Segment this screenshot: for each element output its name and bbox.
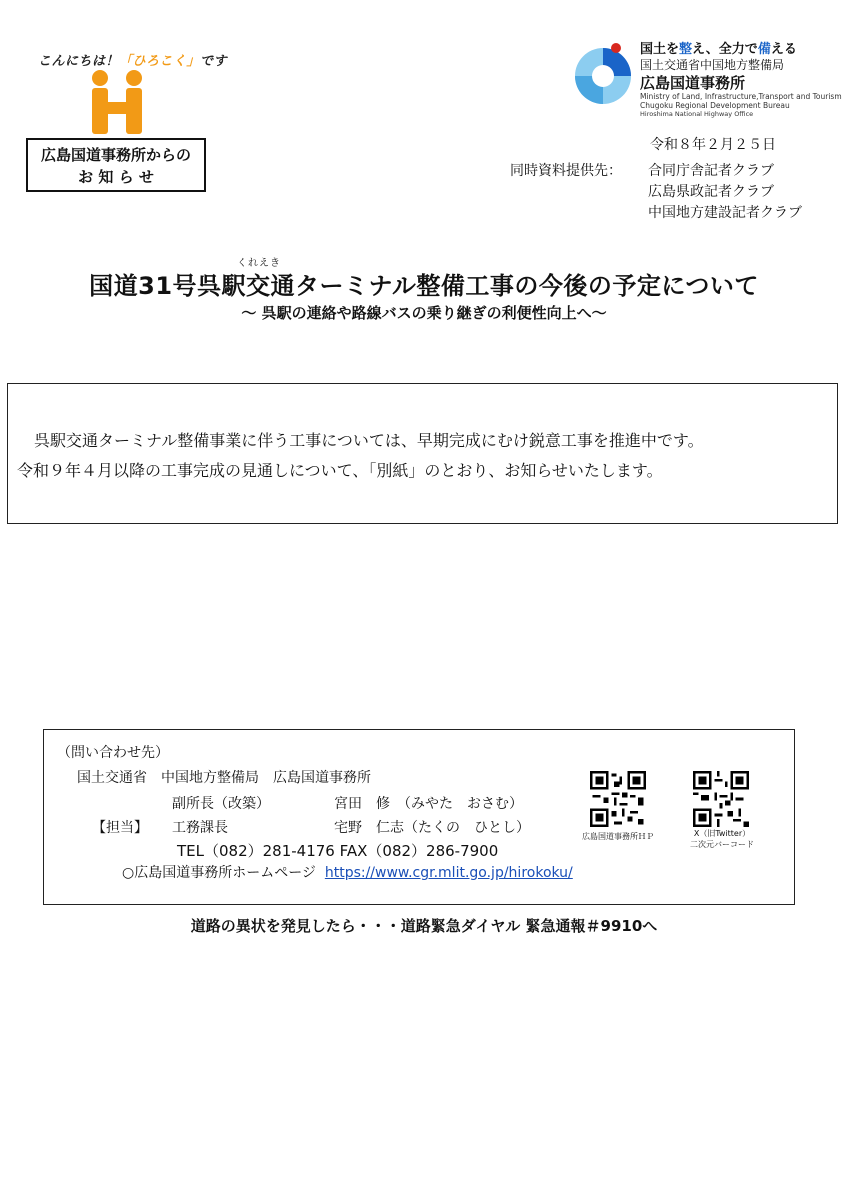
agency-bureau: 国土交通省中国地方整備局: [640, 58, 785, 72]
title-ruby: くれえき: [237, 258, 281, 269]
agency-slogan: [640, 38, 797, 57]
distribution-label: 同時資料提供先：: [510, 163, 622, 179]
notice-line2: お 知 ら せ: [78, 168, 154, 186]
notice-box: [26, 138, 206, 192]
contact-tel-fax: TEL（082）281-4176 FAX（082）286-7900: [177, 842, 499, 860]
qr-caption-homepage: 広島国道事務所ＨＰ: [582, 832, 654, 841]
summary-paragraph-2: 令和９年４月以降の工事完成の見通しについて、「別紙」のとおり、お知らせいたします。: [17, 461, 663, 480]
summary-paragraph-1: 呉駅交通ターミナル整備事業に伴う工事については、早期完成にむけ鋭意工事を推進中です。: [34, 431, 704, 450]
qr-caption-x-line1: X（旧Twitter）: [693, 829, 751, 838]
contact-person-deputy: 宮田 修 （みやた おさむ）: [334, 796, 523, 812]
homepage-line: [122, 862, 573, 882]
release-date: 令和８年２月２５日: [650, 137, 776, 153]
slogan-em2: 備: [757, 42, 771, 57]
homepage-link[interactable]: https://www.cgr.mlit.go.jp/hirokoku/: [324, 865, 573, 881]
agency-en-ministry: Ministry of Land, Infrastructure,Transport and Tourism: [640, 92, 842, 101]
mascot-caption-pre: こんにちは！: [38, 54, 120, 69]
slogan-em1: 整: [679, 42, 693, 57]
slogan-post: える: [770, 42, 797, 57]
mascot-caption: [38, 50, 228, 69]
mascot-caption-post: です: [200, 54, 228, 69]
qr-caption-x-line2: 二次元バーコード: [690, 840, 754, 849]
slogan-mid: え、全力で: [692, 42, 758, 57]
distribution-item: 中国地方建設記者クラブ: [648, 205, 802, 221]
contact-role-label: 【担当】: [92, 820, 148, 836]
distribution-item: 合同庁舎記者クラブ: [648, 163, 774, 179]
contact-title-deputy: 副所長（改築）: [172, 796, 270, 812]
contact-title-section-chief: 工務課長: [172, 820, 228, 836]
agency-office: 広島国道事務所: [640, 74, 746, 92]
qr-code-homepage-icon[interactable]: [590, 771, 646, 827]
qr-code-x-twitter-icon[interactable]: [693, 771, 749, 827]
homepage-label: ○広島国道事務所ホームページ: [122, 865, 316, 881]
mascot-caption-brand: 「ひろこく」: [119, 54, 201, 69]
emergency-dial-notice: 道路の異状を発見したら・・・道路緊急ダイヤル 緊急通報＃9910へ: [190, 917, 658, 935]
page-title: 国道31号呉駅交通ターミナル整備工事の今後の予定について: [89, 272, 759, 300]
page-subtitle: ～ 呉駅の連絡や路線バスの乗り継ぎの利便性向上へ～: [241, 304, 607, 322]
distribution-item: 広島県政記者クラブ: [648, 184, 774, 200]
hirokoku-mascot-logo: [84, 70, 150, 134]
contact-heading: （問い合わせ先）: [57, 745, 169, 761]
agency-en-bureau: Chugoku Regional Development Bureau: [640, 101, 790, 110]
mlit-emblem-icon: [572, 40, 634, 108]
qr-caption-x: [680, 828, 764, 850]
contact-organization: 国土交通省 中国地方整備局 広島国道事務所: [77, 770, 371, 786]
agency-en-office: Hiroshima National Highway Office: [640, 110, 754, 118]
slogan-pre: 国土を: [640, 42, 680, 57]
contact-person-section-chief: 宅野 仁志（たくの ひとし）: [334, 820, 530, 836]
summary-box: [7, 383, 838, 524]
notice-line1: 広島国道事務所からの: [40, 146, 191, 164]
